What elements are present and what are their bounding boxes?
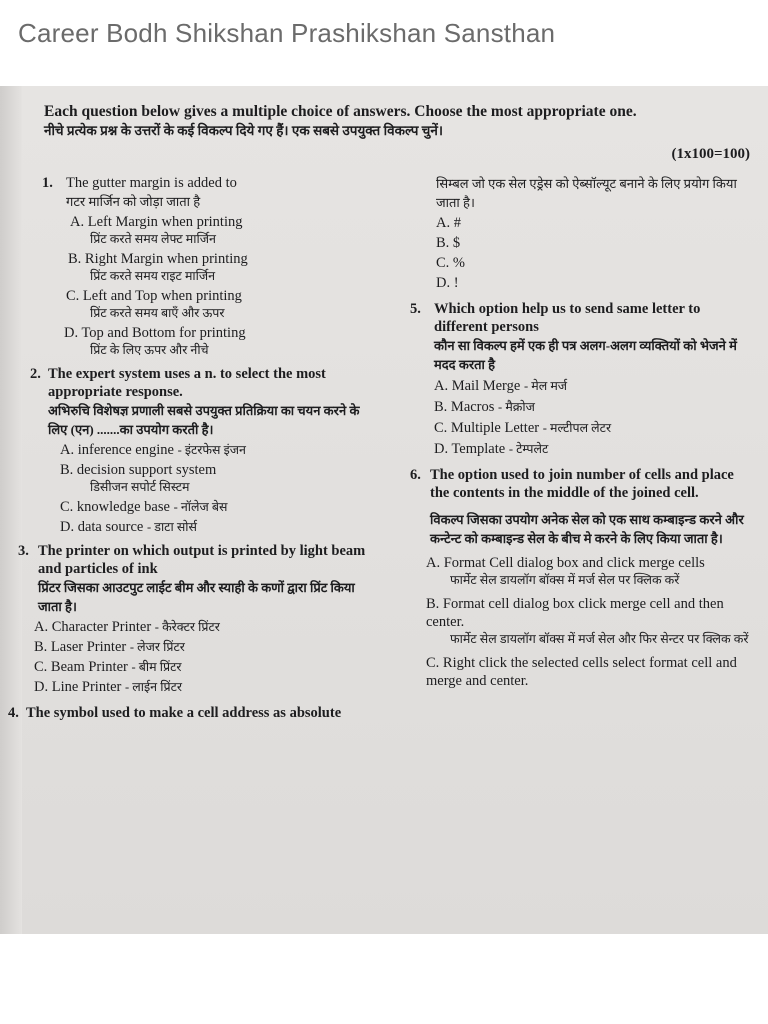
question-2	[30, 365, 373, 536]
option-c-en: C. Beam Printer	[34, 659, 128, 675]
question-text-hi: गटर मार्जिन को जोड़ा जाता है	[66, 194, 201, 209]
question-number: 6.	[410, 467, 421, 483]
option-a-en: A. inference engine	[60, 442, 174, 458]
option-a-hi: प्रिंट करते समय लेफ्ट मार्जिन	[90, 232, 216, 246]
question-text-hi: प्रिंटर जिसका आउटपुट लाईट बीम और स्याही के कणों द्वारा प्रिंट किया जाता है।	[38, 580, 355, 614]
option-c	[434, 419, 755, 437]
option-d	[34, 678, 373, 696]
question-4-continued	[436, 174, 755, 292]
question-5	[410, 300, 755, 458]
question-6	[410, 466, 755, 690]
question-text-en: The symbol used to make a cell address as absolute	[26, 705, 342, 721]
option-a-en: A. Character Printer	[34, 619, 152, 635]
option-c	[60, 498, 373, 516]
option-a-en: A. Mail Merge	[434, 378, 521, 394]
left-column	[8, 174, 373, 726]
option-c: C. %	[436, 255, 465, 271]
instructions-english: Each question below gives a multiple choice of answers. Choose the most appropriate one.	[44, 103, 637, 120]
question-text-en: The expert system uses a n. to select the most appropriate response.	[48, 366, 326, 400]
option-d: D. !	[436, 275, 459, 291]
option-a: A. #	[436, 215, 461, 231]
option-d-hi: - लाईन प्रिंटर	[125, 680, 182, 694]
option-c-hi: प्रिंट करते समय बाएँ और ऊपर	[90, 306, 225, 320]
option-b-en: B. Laser Printer	[34, 639, 127, 655]
option-b-hi: - मैक्रोज	[498, 400, 535, 414]
option-d-hi: - टेम्पलेट	[508, 442, 549, 456]
option-b	[434, 398, 755, 416]
question-text-hi: अभिरुचि विशेषज्ञ प्रणाली सबसे उपयुक्त प्रतिक्रिया का चयन करने के लिए (एन) .......का उपयोग करती है।	[48, 403, 360, 437]
option-c: C. Right click the selected cells select format cell and merge and center.	[426, 655, 737, 689]
question-number: 1.	[42, 175, 53, 191]
option-a	[60, 441, 373, 459]
question-number: 5.	[410, 301, 421, 317]
option-c-hi: - नॉलेज बेस	[173, 500, 228, 514]
question-3	[18, 542, 373, 696]
option-d	[434, 440, 755, 458]
option-d-hi: प्रिंट के लिए ऊपर और नीचे	[90, 343, 209, 357]
option-a: A. Format Cell dialog box and click merge cells	[426, 555, 705, 571]
option-a-hi: फार्मेट सेल डायलॉग बॉक्स में मर्ज सेल पर क्लिक करें	[450, 573, 680, 587]
option-b: B. Format cell dialog box click merge cell and then center.	[426, 596, 724, 630]
option-a: A. Left Margin when printing	[70, 214, 243, 230]
option-b-hi: फार्मेट सेल डायलॉग बॉक्स में मर्ज सेल और फिर सेन्टर पर क्लिक करें	[450, 632, 749, 646]
option-c-hi: - मल्टीपल लेटर	[542, 421, 612, 435]
option-c-en: C. knowledge base	[60, 499, 170, 515]
question-text-en: The option used to join number of cells and place the contents in the middle of the joined cell.	[430, 467, 734, 501]
option-d-hi: - डाटा सोर्स	[146, 520, 197, 534]
option-d-en: D. Line Printer	[34, 679, 122, 695]
question-text-hi: कौन सा विकल्प हमें एक ही पत्र अलग-अलग व्यक्तियों को भेजने में मदद करता है	[434, 338, 737, 372]
question-4	[8, 704, 373, 722]
option-c-hi: - बीम प्रिंटर	[131, 660, 182, 674]
option-b: B. $	[436, 235, 461, 251]
question-text-en: The printer on which output is printed by light beam and particles of ink	[38, 543, 366, 577]
option-a-hi: - मेल मर्ज	[523, 379, 568, 393]
option-c-en: C. Multiple Letter	[434, 420, 540, 436]
option-b-hi: - लेजर प्रिंटर	[129, 640, 185, 654]
right-column	[410, 174, 755, 694]
option-b-en: B. Macros	[434, 399, 495, 415]
option-c: C. Left and Top when printing	[66, 288, 242, 304]
option-d-en: D. data source	[60, 519, 144, 535]
instructions-hindi: नीचे प्रत्येक प्रश्न के उत्तरों के कई विकल्प दिये गए हैं। एक सबसे उपयुक्त विकल्प चुनें।	[44, 123, 443, 138]
question-number: 4.	[8, 705, 19, 721]
option-c	[34, 658, 373, 676]
option-b	[34, 638, 373, 656]
question-number: 2.	[30, 366, 41, 382]
option-d	[60, 518, 373, 536]
exam-paper-photo	[0, 86, 768, 934]
question-text-hi: विकल्प जिसका उपयोग अनेक सेल को एक साथ कम्बाइन्ड करने और कन्टेन्ट को कम्बाइन्ड सेल के बीच मे करने के लिए किया जाता है।	[430, 512, 744, 546]
option-d-en: D. Template	[434, 441, 506, 457]
question-1	[42, 174, 373, 359]
site-title: Career Bodh Shikshan Prashikshan Sansthan	[18, 18, 556, 48]
question-text-en: Which option help us to send same letter to different persons	[434, 301, 701, 335]
option-a	[434, 377, 755, 395]
question-number: 3.	[18, 543, 29, 559]
question-4-text-hi: सिम्बल जो एक सेल एड्रेस को ऐब्सॉल्यूट बनाने के लिए प्रयोग किया जाता है।	[436, 176, 737, 210]
option-d: D. Top and Bottom for printing	[64, 325, 246, 341]
option-a-hi: - कैरेक्टर प्रिंटर	[154, 620, 220, 634]
option-b: B. Right Margin when printing	[68, 251, 248, 267]
option-b-hi: प्रिंट करते समय राइट मार्जिन	[90, 269, 216, 283]
option-b-hi: डिसीजन सपोर्ट सिस्टम	[90, 480, 190, 494]
option-a	[34, 618, 373, 636]
option-a-hi: - इंटरफेस इंजन	[177, 443, 246, 457]
question-text-en: The gutter margin is added to	[66, 175, 237, 191]
option-b: B. decision support system	[60, 462, 217, 478]
marks-scheme: (1x100=100)	[671, 146, 750, 162]
